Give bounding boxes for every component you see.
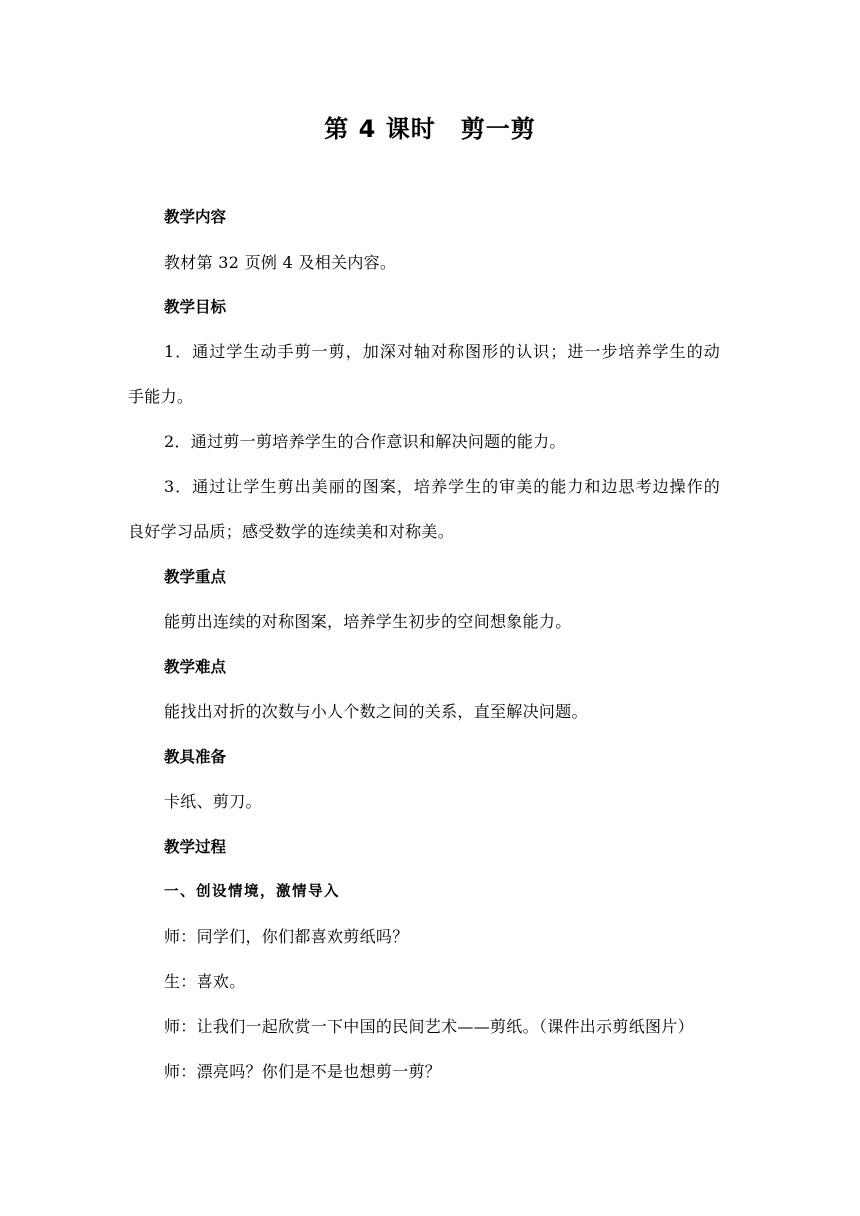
goal-2-text: 2．通过剪一剪培养学生的合作意识和解决问题的能力。: [164, 432, 566, 451]
teaching-content-text: 教材第 32 页例 4 及相关内容。: [164, 253, 397, 272]
dialog-line-3: 师：让我们一起欣赏一下中国的民间艺术——剪纸。（课件出示剪纸图片）: [164, 1017, 694, 1036]
key-points-text: 能剪出连续的对称图案，培养学生初步的空间想象能力。: [164, 612, 572, 631]
goal-3-line-2: 良好学习品质；感受数学的连续美和对称美。: [128, 522, 455, 541]
goal-1-line-2: 手能力。: [128, 387, 194, 406]
step-1-heading: 一、创设情境，激情导入: [164, 884, 340, 900]
heading-teaching-tools: 教具准备: [164, 748, 227, 766]
page-title: 第 4 课时 剪一剪: [324, 115, 536, 143]
dialog-line-1: 师：同学们，你们都喜欢剪纸吗？: [164, 927, 409, 946]
difficulties-text: 能找出对折的次数与小人个数之间的关系，直至解决问题。: [164, 702, 588, 721]
heading-key-points: 教学重点: [164, 568, 227, 586]
teaching-tools-text: 卡纸、剪刀。: [164, 792, 262, 811]
heading-difficulties: 教学难点: [164, 658, 227, 676]
goal-1-line-1: 1．通过学生动手剪一剪，加深对轴对称图形的认识；进一步培养学生的动: [164, 342, 721, 361]
heading-teaching-content: 教学内容: [164, 208, 227, 226]
heading-teaching-process: 教学过程: [164, 838, 227, 856]
dialog-line-2: 生：喜欢。: [164, 972, 246, 991]
dialog-line-4: 师：漂亮吗？你们是不是也想剪一剪？: [164, 1062, 442, 1081]
heading-teaching-goals: 教学目标: [164, 298, 227, 316]
goal-3-line-1: 3．通过让学生剪出美丽的图案，培养学生的审美的能力和边思考边操作的: [164, 477, 721, 496]
